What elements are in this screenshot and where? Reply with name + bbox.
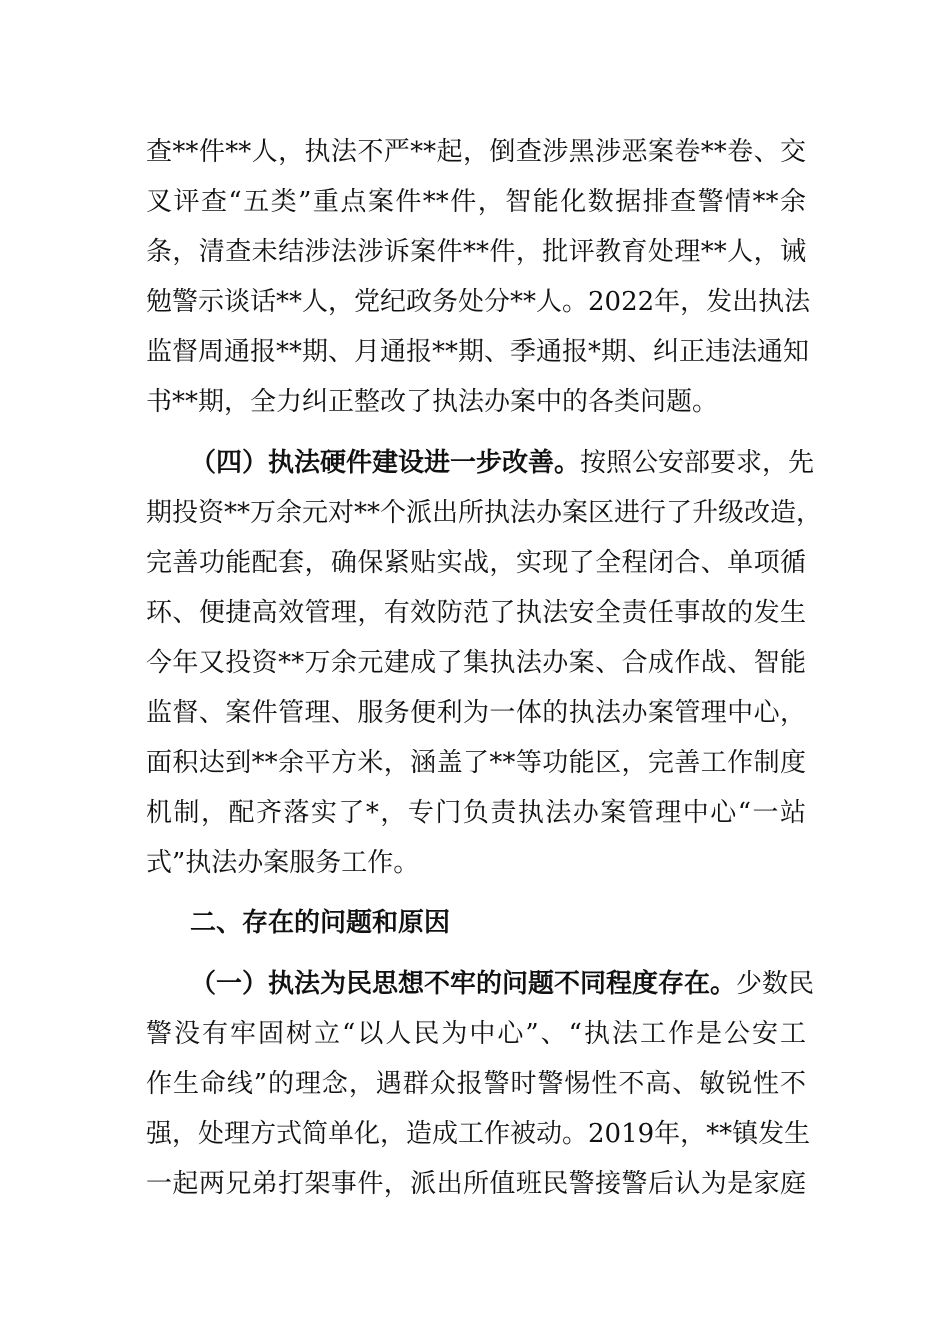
paragraph-line: 勉警示谈话**人，党纪政务处分**人。2022年，发出执法 <box>146 287 811 317</box>
paragraph-line: 一起两兄弟打架事件，派出所值班民警接警后认为是家庭 <box>146 1169 806 1199</box>
section-four-heading: （四）执法硬件建设进一步改善。 <box>190 448 581 478</box>
paragraph-line: 警没有牢固树立“以人民为中心”、“执法工作是公安工 <box>146 1019 806 1049</box>
paragraph-line: 监督周通报**期、月通报**期、季通报*期、纠正违法通知 <box>146 337 810 367</box>
section-four-first-line-text: 按照公安部要求，先 <box>580 448 815 478</box>
paragraph-line: 机制，配齐落实了*，专门负责执法办案管理中心“一站 <box>146 798 806 828</box>
paragraph-line: 面积达到**余平方米，涵盖了**等功能区，完善工作制度 <box>146 748 806 778</box>
paragraph-line: 书**期，全力纠正整改了执法办案中的各类问题。 <box>146 387 719 417</box>
paragraph-line: 环、便捷高效管理，有效防范了执法安全责任事故的发生 <box>146 598 806 628</box>
section-one-first-line <box>190 964 815 1004</box>
paragraph-line: 作生命线”的理念，遇群众报警时警惕性不高、敏锐性不 <box>146 1069 806 1099</box>
paragraph-line: 今年又投资**万余元建成了集执法办案、合成作战、智能 <box>146 648 806 678</box>
paragraph-line: 监督、案件管理、服务便利为一体的执法办案管理中心， <box>146 698 806 728</box>
section-one-first-line-text: 少数民 <box>736 969 815 999</box>
paragraph-line: 式”执法办案服务工作。 <box>146 848 420 878</box>
paragraph-line: 强，处理方式简单化，造成工作被动。2019年，**镇发生 <box>146 1119 811 1149</box>
section-four-first-line <box>190 443 815 483</box>
part-two-heading: 二、存在的问题和原因 <box>190 908 451 938</box>
paragraph-line: 期投资**万余元对**个派出所执法办案区进行了升级改造， <box>146 498 823 528</box>
paragraph-line: 查**件**人，执法不严**起，倒查涉黑涉恶案卷**卷、交 <box>146 137 806 167</box>
paragraph-line: 叉评查“五类”重点案件**件，智能化数据排查警情**余 <box>146 187 806 217</box>
paragraph-line: 条，清查未结涉法涉诉案件**件，批评教育处理**人，诫 <box>146 237 806 267</box>
paragraph-line: 完善功能配套，确保紧贴实战，实现了全程闭合、单项循 <box>146 548 806 578</box>
section-one-heading: （一）执法为民思想不牢的问题不同程度存在。 <box>190 969 737 999</box>
